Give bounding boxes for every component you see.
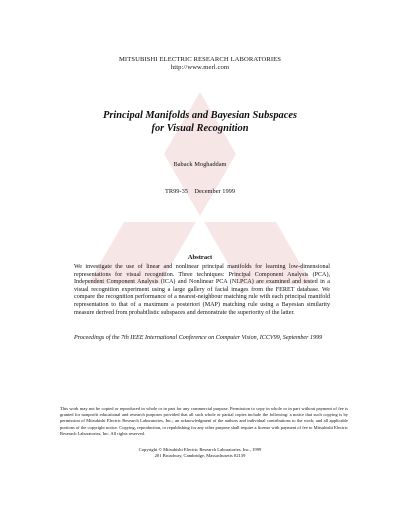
copy-notice: This work may not be copied or reproduced in whole or in part for any commercial purpose. Permission to copy in whole or in part without payment of fee is granted for nonprofit educational and research purposes provided that all such whole or partial copies include the following: a notice that such copying is by permission of Mitsubishi Electric Research Laboratories, Inc.; an acknowledgment of the authors and individual contributions to the work; and all applicable portions of the copyright notice. Copying, reproduction, or republishing for any other purpose shall require a license with payment of fee to Mitsubishi Electric Research Laboratories, Inc. All rights reserved.	[60, 406, 348, 436]
lab-header	[0, 56, 400, 73]
report-number: TR99-35 December 1999	[164, 188, 236, 195]
copyright-block	[0, 447, 400, 459]
lab-name: MITSUBISHI ELECTRIC RESEARCH LABORATORIES	[118, 56, 282, 63]
copyright-line: Copyright © Mitsubishi Electric Research Laboratories, Inc., 1999	[138, 447, 262, 452]
lab-url: http://www.merl.com	[170, 64, 230, 72]
address-line: 201 Broadway, Cambridge, Massachusetts 02139	[154, 453, 246, 459]
proceedings-note: Proceedings of the 7th IEEE International Conference on Computer Vision, ICCV99, September 1999	[74, 335, 323, 341]
title-line-2: for Visual Recognition	[151, 122, 249, 134]
title-line-1: Principal Manifolds and Bayesian Subspaces	[103, 110, 297, 121]
paper-title	[0, 110, 400, 135]
abstract-heading: Abstract	[187, 254, 213, 261]
author-name: Baback Moghaddam	[173, 161, 227, 168]
abstract-text: We investigate the use of linear and nonlinear principal manifolds for learning low-dimensional representations for visual recognition. Three techniques: Principal Component Analysis (PCA), Independent Component Analysis (ICA) and Nonlinear PCA (NLPCA) are examined and tested in a visual recognition experiment using a large gallery of facial images from the FERET database. We compare the recognition performance of a nearest-neighbour matching rule with each principal manifold representation to that of a maximum a posteriori (MAP) matching rule using a Bayesian similarity measure derived from probabilistic subspaces and demonstrate the superiority of the latter.	[74, 264, 330, 316]
